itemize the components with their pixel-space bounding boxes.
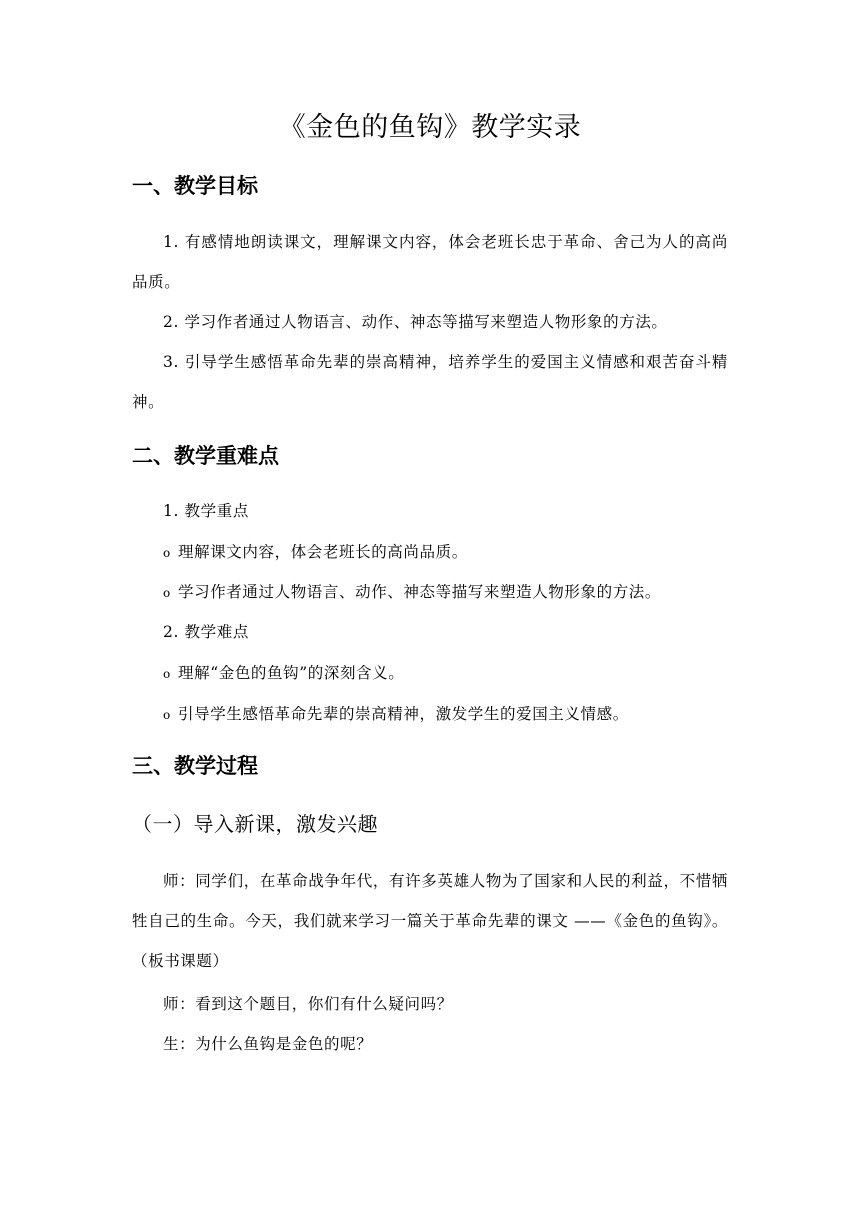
dialogue-line-3: 生：为什么鱼钩是金色的呢？ [163,1035,373,1053]
focus-item-1 [163,536,468,569]
focus-item-text: 理解课文内容，体会老班长的高尚品质。 [178,543,468,561]
goal-item-2: 2. 学习作者通过人物语言、动作、神态等描写来塑造人物形象的方法。 [163,313,668,331]
bullet-icon: o [163,667,171,681]
focus-label: 1. 教学重点 [163,502,249,520]
section-heading-process: 三、教学过程 [132,754,258,778]
step-heading-intro: （一）导入新课，激发兴趣 [132,812,378,836]
dialogue-line-1: 师：同学们，在革命战争年代，有许多英雄人物为了国家和人民的利益，不惜牺牲自己的生命。今天，我们就来学习一篇关于革命先辈的课文 ——《金色的鱼钩》。（板书课题） [132,872,728,970]
bullet-icon: o [163,586,171,600]
bullet-icon: o [163,546,171,560]
focus-item-2 [163,576,661,609]
difficulty-item-1 [163,657,404,690]
focus-item-text: 学习作者通过人物语言、动作、神态等描写来塑造人物形象的方法。 [178,583,662,601]
goal-item-3: 3. 引导学生感悟革命先辈的崇高精神，培养学生的爱国主义情感和艰苦奋斗精神。 [132,353,728,411]
difficulty-item-text: 理解“金色的鱼钩”的深刻含义。 [178,664,405,682]
document-title: 《金色的鱼钩》教学实录 [278,112,582,143]
goal-item-1: 1. 有感情地朗读课文，理解课文内容，体会老班长忠于革命、舍己为人的高尚品质。 [132,233,728,291]
dialogue-line-2: 师：看到这个题目，你们有什么疑问吗？ [163,995,453,1013]
difficulty-item-text: 引导学生感悟革命先辈的崇高精神，激发学生的爱国主义情感。 [178,705,629,723]
section-heading-key-points: 二、教学重难点 [132,444,279,468]
bullet-icon: o [163,708,171,722]
difficulty-label: 2. 教学难点 [163,623,249,641]
section-heading-goals: 一、教学目标 [132,174,258,198]
difficulty-item-2 [163,698,629,731]
